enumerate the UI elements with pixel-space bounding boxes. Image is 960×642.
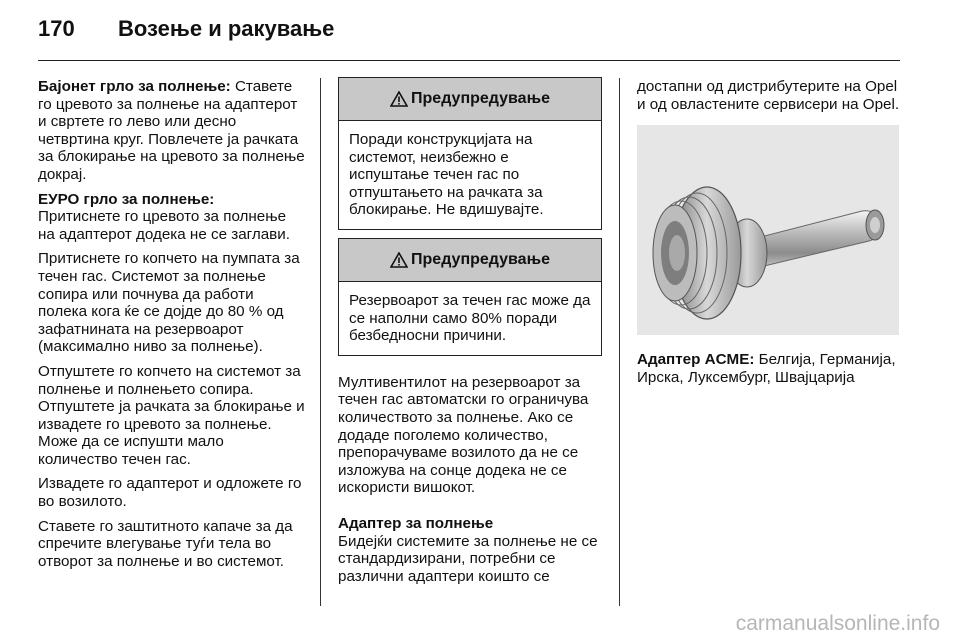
column-2 (338, 77, 602, 592)
warning-header-2 (339, 239, 601, 282)
acme-adapter-illustration (637, 125, 899, 335)
header-divider (38, 60, 900, 61)
column-3 (637, 78, 901, 393)
column-divider-1 (320, 78, 321, 606)
acme-adapter-figure (637, 125, 899, 335)
column-divider-2 (619, 78, 620, 606)
valve-paragraph: Мултивентилот на резервоарот за течен гас автоматски го ограничува количеството за полнење. Ако се додаде поголемо количество, препорачуваме возилото да не се изложува на сонце додека не се искористи вишокот. (338, 373, 589, 497)
pump-paragraph: Притиснете го копчето на пумпата за течен гас. Системот за полнење сопира или почнува да работи полека кога ќе се дојде до 80 % од зафатнината на резервоарот (максимално ниво за полнење). (38, 250, 300, 356)
page-title: Возење и ракување (118, 16, 335, 41)
euro-label-text: ЕУРО грло за полнење: (38, 190, 215, 208)
acme-paragraph (637, 351, 901, 386)
bayonet-paragraph (38, 78, 306, 184)
adapter-paragraph: Бидејќи системите за полнење не се стандардизирани, потребни се различни адаптери коишто се (338, 532, 598, 585)
acme-label: Адаптер ACME: (637, 351, 755, 369)
warning-body-2: Резервоарот за течен гас може да се наполни само 80% поради безбедносни причини. (349, 291, 591, 345)
remove-paragraph: Извадете го адаптерот и одложете го во возилото. (38, 475, 302, 511)
adapter-heading: Адаптер за полнење (338, 514, 494, 532)
warning-title-2: Предупредување (411, 251, 550, 269)
release-paragraph: Отпуштете го копчето на системот за полнење и полнењето сопира. Отпуштете ја рачката за блокирање и извадете го цревото за полнење. Може да се испушти мало количество течен гас. (38, 362, 305, 468)
bayonet-text: Ставете го цревото за полнење на адаптерот и свртете го лево или десно четвртина круг. Повлечете ја рачката за блокирање на цревото за полнење докрај. (38, 78, 305, 183)
dealers-paragraph: достапни од дистрибутерите на Opel и од овластените сервисери на Opel. (637, 78, 900, 113)
warning-body-1: Поради конструкцијата на системот, неизбежно е испуштање течен гас по отпуштањето на рачката за блокирање. Не вдишувајте. (349, 131, 544, 219)
acme-countries: Белгија, Германија, Ирска, Луксембург, Швајцарија (637, 351, 896, 386)
warning-triangle-icon (390, 252, 408, 268)
warning-header-1 (339, 78, 601, 121)
warning-box-2 (338, 238, 602, 356)
page-number: 170 (38, 16, 75, 41)
euro-label (38, 191, 306, 209)
cap-paragraph: Ставете го заштитното капаче за да спречите влегување туѓи тела во отворот за полнење и во системот. (38, 517, 293, 570)
bayonet-label: Бајонет грло за полнење: (38, 78, 231, 95)
warning-title-1: Предупредување (411, 90, 550, 108)
warning-box-1 (338, 77, 602, 230)
euro-text: Притиснете го цревото за полнење на адаптерот додека не се заглави. (38, 208, 290, 243)
column-1 (38, 78, 306, 577)
warning-triangle-icon (390, 91, 408, 107)
watermark: carmanualsonline.info (735, 612, 940, 635)
